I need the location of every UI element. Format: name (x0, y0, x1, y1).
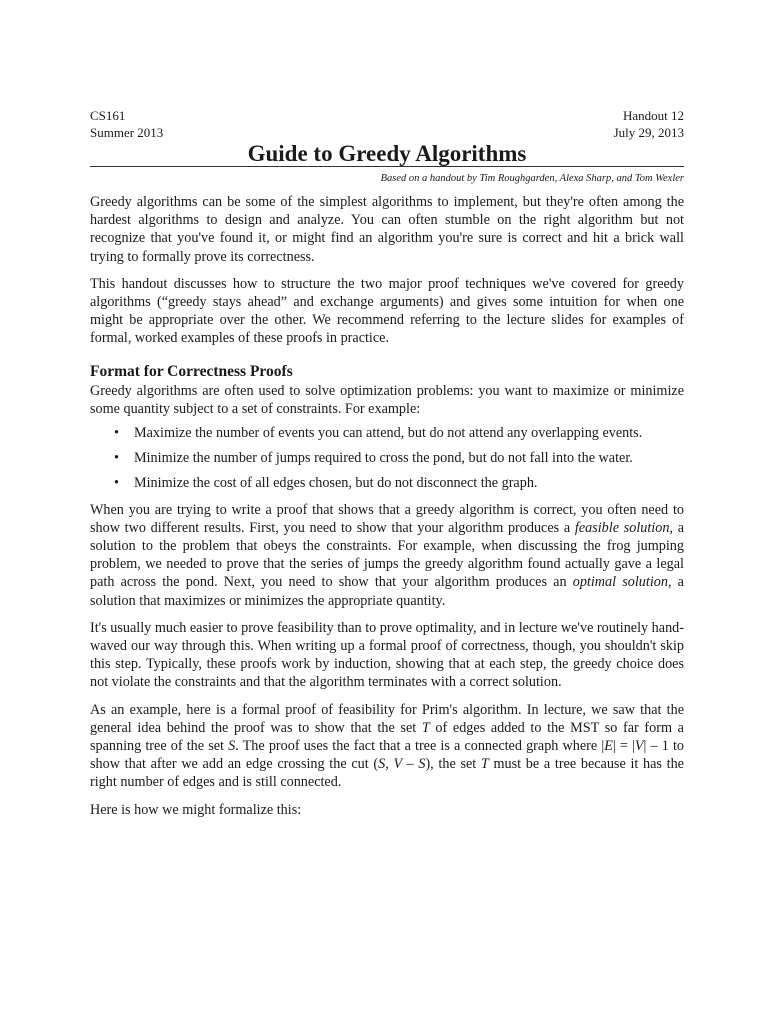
text-run: must be a tree because it has the right number of edges and is still connected. (90, 756, 684, 791)
page-title: Guide to Greedy Algorithms (247, 141, 527, 166)
bullet-icon: • (114, 450, 119, 467)
list-item-text: Maximize the number of events you can attend, but do not attend any overlapping events. (134, 425, 643, 442)
intro-paragraph-1: Greedy algorithms can be some of the simplest algorithms to implement, but they're often among the hardest algorithms to design and analyze. You can often stumble on the right algorithm but not recognize that you've found it, or might find an algorithm you're sure is correct and hit a brick wall trying to formally prove its correctness. (90, 194, 684, 265)
section-heading: Format for Correctness Proofs (90, 362, 293, 380)
text-run: As an example, here is a formal proof of feasibility for Prim's algorithm. In lecture, we saw that the general idea behind the proof was to show that the set (90, 701, 684, 736)
paragraph-feasibility: It's usually much easier to prove feasibility than to prove optimality, and in lecture we've routinely hand-waved our way through this. When writing up a formal proof of correctness, though, you shouldn't skip this step. Typically, these proofs work by induction, showing that at each step, the greedy choice does not violate the constraints and that the algorithm terminates with a correct solution. (90, 619, 684, 691)
section-lead: Greedy algorithms are often used to solve optimization problems: you want to maximize or minimize some quantity subject to a set of constraints. For example: (90, 382, 684, 417)
course-code: CS161 (90, 108, 126, 123)
bullet-icon: • (114, 475, 119, 492)
document-body (90, 193, 684, 828)
math-var: S, V – S (378, 756, 426, 773)
text-run: | – 1 to show that after we add an edge crossing the cut ( (90, 738, 684, 773)
math-var: T (480, 756, 489, 773)
list-item (90, 449, 684, 467)
text-run: of edges added to the MST so far form a spanning tree of the set (90, 719, 684, 755)
text-run: ), the set (425, 756, 481, 773)
math-var: T (421, 719, 430, 736)
text-run: , a solution that maximizes or minimizes the appropriate quantity. (90, 574, 684, 609)
term-feasible-solution: feasible solution (574, 519, 670, 536)
text-run: | = | (612, 738, 635, 755)
bullet-icon: • (114, 425, 119, 442)
math-var: E (604, 738, 613, 755)
term: Summer 2013 (90, 125, 164, 140)
title-rule (90, 166, 684, 167)
text-run: When you are trying to write a proof that shows that a greedy algorithm is correct, you often need to show two different results. First, you need to show that your algorithm produces a (90, 501, 684, 536)
list-item (90, 474, 684, 492)
header-row-bottom (90, 125, 684, 141)
paragraph-formalize: Here is how we might formalize this: (90, 801, 302, 818)
math-var: S (228, 738, 236, 755)
header-row-top (90, 108, 684, 124)
attribution: Based on a handout by Tim Roughgarden, Alexa Sharp, and Tom Wexler (380, 173, 684, 184)
list-item-text: Minimize the number of jumps required to cross the pond, but do not fall into the water. (134, 450, 633, 467)
text-run: , a solution to the problem that obeys the constraints. For example, when discussing the frog jumping problem, we needed to prove that the series of jumps the greedy algorithm found actually gave a legal path across the pond. Next, you need to show that your algorithm produces an (90, 519, 684, 591)
list-item (90, 424, 684, 442)
paragraph-prim-example (90, 701, 684, 792)
term-optimal-solution: optimal solution (572, 574, 668, 591)
handout-number: Handout 12 (622, 108, 684, 123)
list-item-text: Minimize the cost of all edges chosen, but do not disconnect the graph. (134, 475, 538, 492)
example-list (90, 424, 684, 493)
paragraph-two-results (90, 501, 684, 610)
date: July 29, 2013 (613, 125, 684, 140)
intro-paragraph-2: This handout discusses how to structure the two major proof techniques we've covered for greedy algorithms (“greedy stays ahead” and exchange arguments) and gives some intuition for when one might be appropriate over the other. We recommend referring to the lecture slides for examples of formal, worked examples of these proofs in practice. (90, 275, 684, 347)
text-run: . The proof uses the fact that a tree is a connected graph where | (235, 738, 605, 755)
math-var: V (634, 738, 644, 755)
